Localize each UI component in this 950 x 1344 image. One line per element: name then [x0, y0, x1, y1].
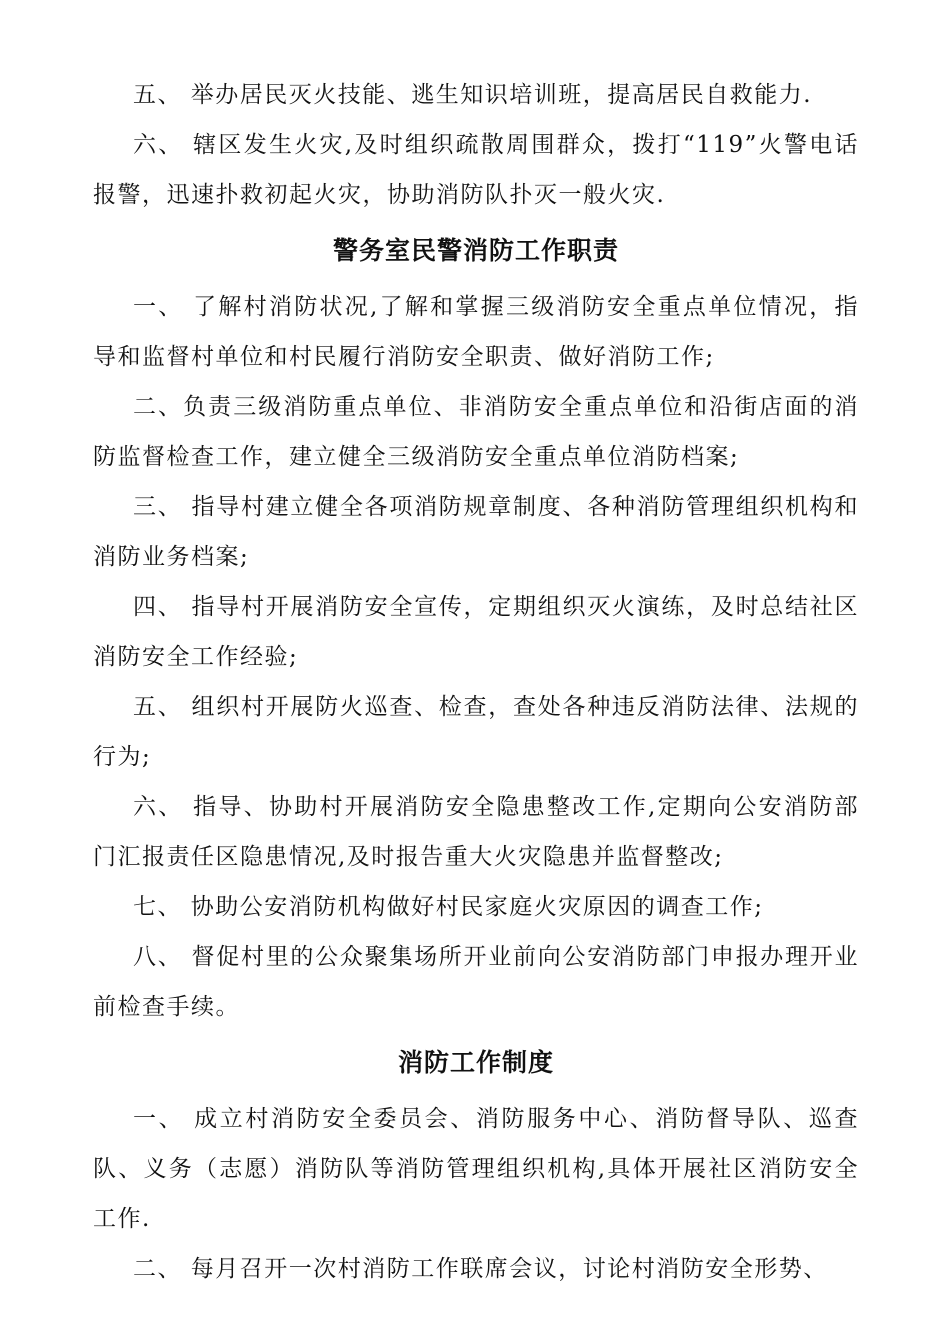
police-item-7: 七、 协助公安消防机构做好村民家庭火灾原因的调查工作; — [133, 894, 764, 920]
police-item-5: 五、 组织村开展防火巡查、检查，查处各种违反消防法律、法规的行为; — [93, 694, 859, 770]
police-item-8: 八、 督促村里的公众聚集场所开业前向公安消防部门申报办理开业前检查手续。 — [93, 944, 859, 1020]
police-item-2: 二、负责三级消防重点单位、非消防安全重点单位和沿街店面的消防监督检查工作，建立健全三级消防安全重点单位消防档案; — [93, 394, 859, 470]
fire-system-title: 消防工作制度 — [397, 1048, 554, 1077]
system-item-2: 二、 每月召开一次村消防工作联席会议，讨论村消防安全形势、 — [133, 1256, 828, 1282]
police-duties-title: 警务室民警消防工作职责 — [332, 236, 619, 265]
police-item-4: 四、 指导村开展消防安全宣传，定期组织灭火演练，及时总结社区消防安全工作经验; — [93, 594, 859, 670]
police-item-3: 三、 指导村建立健全各项消防规章制度、各种消防管理组织机构和消防业务档案; — [93, 494, 859, 570]
prev-item-5: 五、 举办居民灭火技能、逃生知识培训班，提高居民自救能力. — [133, 82, 813, 108]
police-item-6: 六、 指导、协助村开展消防安全隐患整改工作,定期向公安消防部门汇报责任区隐患情况,及时报告重大火灾隐患并监督整改; — [93, 794, 859, 870]
document-page — [93, 70, 859, 1294]
system-item-1: 一、 成立村消防安全委员会、消防服务中心、消防督导队、巡查队、义务（志愿）消防队等消防管理组织机构,具体开展社区消防安全工作. — [93, 1106, 859, 1232]
prev-item-6: 六、 辖区发生火灾,及时组织疏散周围群众，拨打“119”火警电话报警，迅速扑救初起火灾，协助消防队扑灭一般火灾. — [93, 132, 859, 208]
police-item-1: 一、 了解村消防状况,了解和掌握三级消防安全重点单位情况，指导和监督村单位和村民履行消防安全职责、做好消防工作; — [93, 294, 859, 370]
